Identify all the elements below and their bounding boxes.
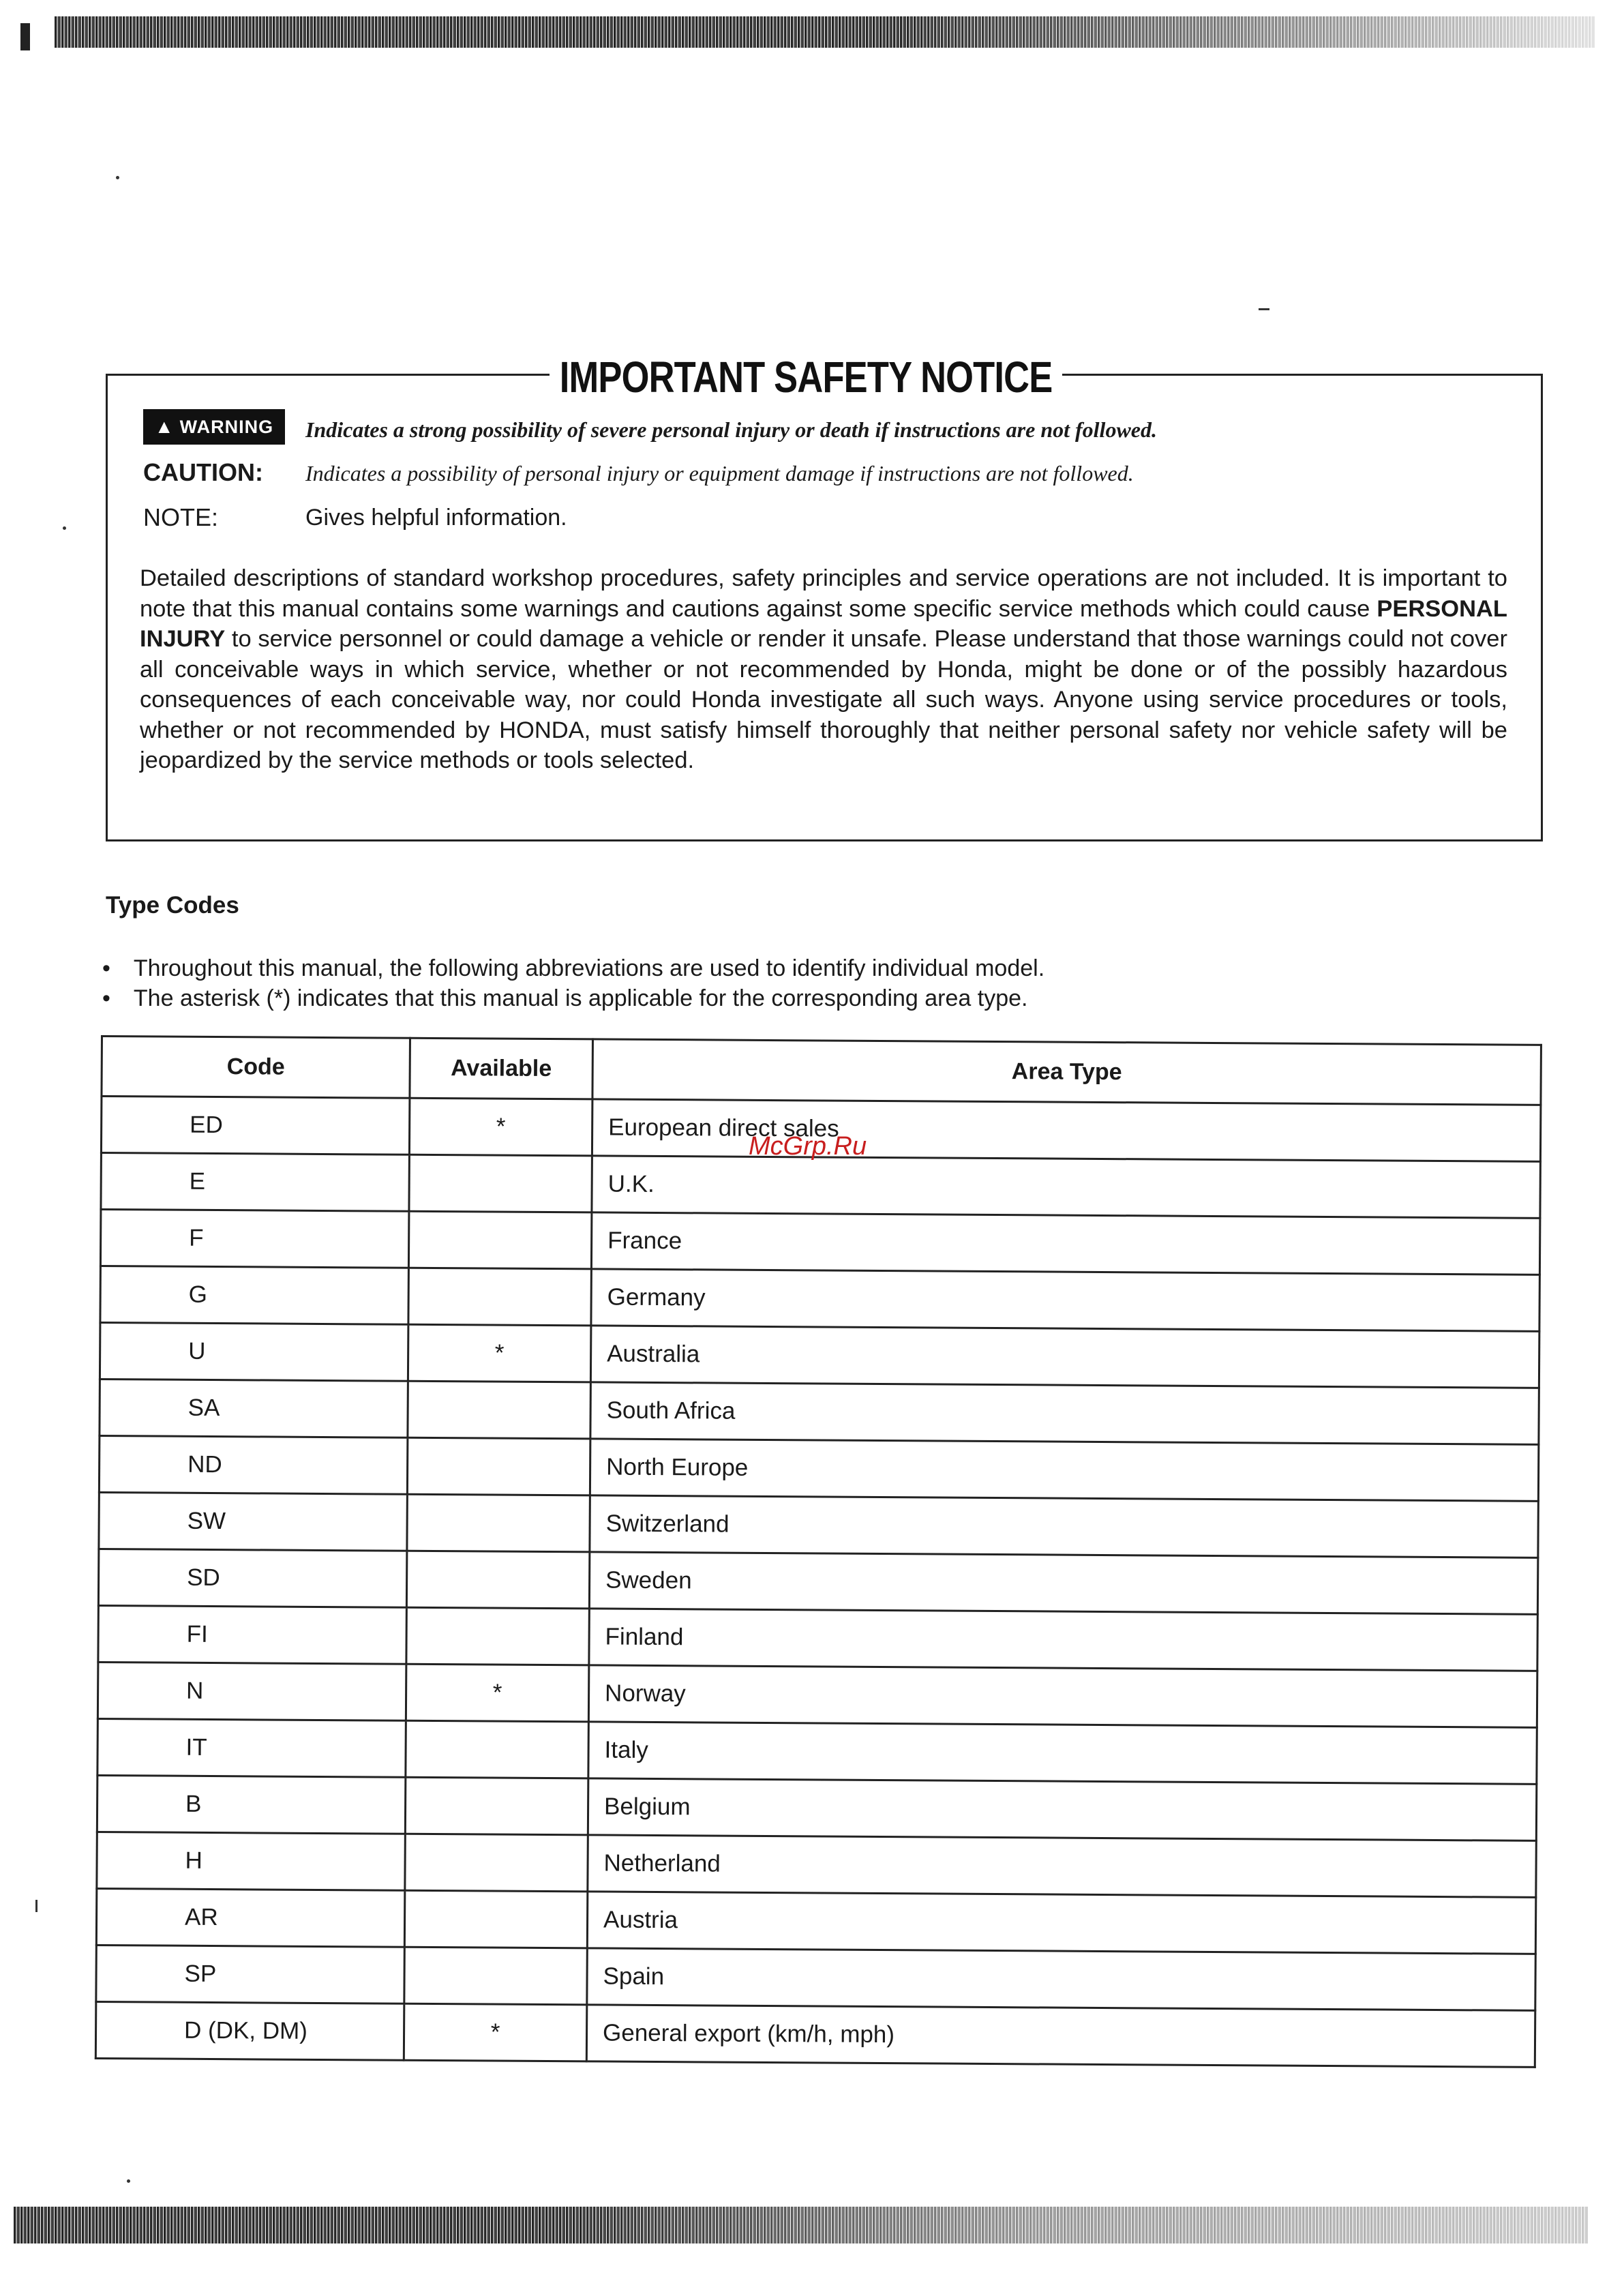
safety-paragraph-part-b: to service personnel or could damage a vehicle or render it unsafe. Please understand that those warnings could not cover all conceivable ways in which service, whether or not recommended by Honda, might be done or of the possibly hazardous consequences of each conceivable way, nor could Honda investigate all such ways. Anyone using service procedures or tools, whether or not recommended by HONDA, must satisfy himself thoroughly that neither personal safety nor vehicle safety will be jeopardized by the service methods or tools selected. [140,626,1507,773]
available-cell [409,1154,592,1212]
available-cell [408,1381,591,1439]
margin-mark [20,23,30,50]
note-text: Gives helpful information. [305,505,567,531]
table-row [100,1210,1539,1275]
warning-text: Indicates a strong possibility of severe personal injury or death if instructions are not followed. [305,417,1157,442]
column-header-area-type: Area Type [592,1039,1542,1105]
area-type-cell: Australia [590,1326,1539,1388]
area-type-cell: U.K. [592,1156,1540,1218]
speck [63,526,66,530]
available-cell [404,1890,588,1948]
code-cell: SD [98,1549,406,1607]
code-cell: SA [100,1379,408,1437]
area-type-cell: Austria [587,1892,1535,1954]
available-cell [405,1777,588,1835]
area-type-cell: Finland [589,1609,1537,1671]
available-cell [406,1720,589,1778]
code-cell: SW [99,1492,407,1551]
area-type-cell: Switzerland [590,1495,1538,1557]
table-row [97,1718,1537,1784]
available-cell [404,1947,588,2005]
code-cell: F [100,1210,408,1268]
code-cell: ED [101,1097,409,1155]
available-cell: * [406,1664,589,1722]
area-type-cell: Norway [588,1665,1537,1727]
code-cell: H [97,1832,405,1890]
table-row [99,1492,1538,1557]
area-type-cell: Italy [588,1722,1537,1784]
speck [127,2179,130,2183]
area-type-cell: France [591,1212,1539,1274]
caution-text: Indicates a possibility of personal injury or equipment damage if instructions are not followed. [305,461,1134,486]
area-type-cell: Sweden [589,1552,1537,1614]
area-type-cell: European direct sales [592,1099,1540,1161]
personal-injury-emphasis: PERSONAL INJURY [140,595,1507,652]
scan-border-bottom [14,2207,1589,2243]
table-row [98,1549,1537,1614]
note-label: NOTE: [143,503,219,531]
column-header-available: Available [410,1038,593,1099]
code-cell: G [100,1266,408,1325]
available-cell [408,1211,592,1269]
table-row [97,1775,1536,1840]
type-codes-table [95,1035,1542,2068]
warning-label: WARNING [179,416,274,437]
table-row [100,1266,1539,1332]
table-row [96,1888,1535,1954]
available-cell [407,1437,590,1495]
table-row [97,1832,1536,1897]
caution-label: CAUTION: [143,458,263,486]
speck [35,1900,37,1912]
table-row [98,1605,1537,1671]
safety-paragraph [140,563,1507,776]
code-cell: U [100,1323,408,1382]
available-cell: * [409,1098,592,1156]
code-cell: ND [99,1435,407,1494]
site-watermark: McGrp.Ru [749,1132,867,1161]
speck [116,176,119,179]
available-cell [408,1268,592,1326]
available-cell: * [408,1324,591,1382]
table-row [97,1662,1537,1727]
code-cell: FI [98,1605,406,1664]
area-type-cell: General export (km/h, mph) [586,2005,1535,2067]
area-type-cell: South Africa [590,1382,1539,1444]
area-type-cell: Germany [591,1269,1539,1331]
area-type-cell: North Europe [590,1439,1538,1501]
code-cell: B [97,1775,405,1834]
safety-paragraph-part-a: Detailed descriptions of standard workshop procedures, safety principles and service operations are not included. It is important to note that this manual contains some warnings and cautions against some specific service methods which could cause [140,565,1507,622]
code-cell: D (DK, DM) [95,2001,404,2060]
bullet-dot-icon: • [102,985,110,1011]
area-type-cell: Netherland [588,1835,1536,1897]
code-cell: AR [96,1888,404,1947]
safety-notice-title: IMPORTANT SAFETY NOTICE [550,352,1062,402]
scan-border-top [55,16,1595,48]
code-cell: IT [97,1718,406,1777]
table-row [99,1435,1538,1501]
bullet-dot-icon: • [102,955,110,981]
area-type-cell: Belgium [588,1778,1536,1840]
table-row [100,1379,1539,1444]
type-codes-heading: Type Codes [106,892,239,919]
warning-triangle-icon: ▲ [154,416,175,437]
bullet-item [102,953,1044,983]
code-cell: E [101,1153,409,1212]
available-cell [405,1834,588,1892]
bullet-text: Throughout this manual, the following abbreviations are used to identify individual model. [133,955,1045,981]
type-codes-bullets [102,953,1044,1013]
available-cell [407,1494,590,1552]
table-row [95,2001,1535,2067]
bullet-item [102,983,1044,1013]
bullet-text: The asterisk (*) indicates that this manual is applicable for the corresponding area type. [133,985,1028,1011]
code-cell: SP [96,1945,404,2003]
table-header-row [102,1037,1541,1105]
table-row [100,1323,1539,1388]
speck [1259,308,1269,310]
warning-badge [143,409,285,445]
area-type-cell: Spain [587,1948,1535,2010]
available-cell [406,1551,590,1609]
table-row [101,1153,1540,1219]
code-cell: N [97,1662,406,1720]
available-cell: * [404,2003,587,2061]
available-cell [406,1607,590,1665]
column-header-code: Code [102,1037,410,1099]
table-row [96,1945,1535,2010]
